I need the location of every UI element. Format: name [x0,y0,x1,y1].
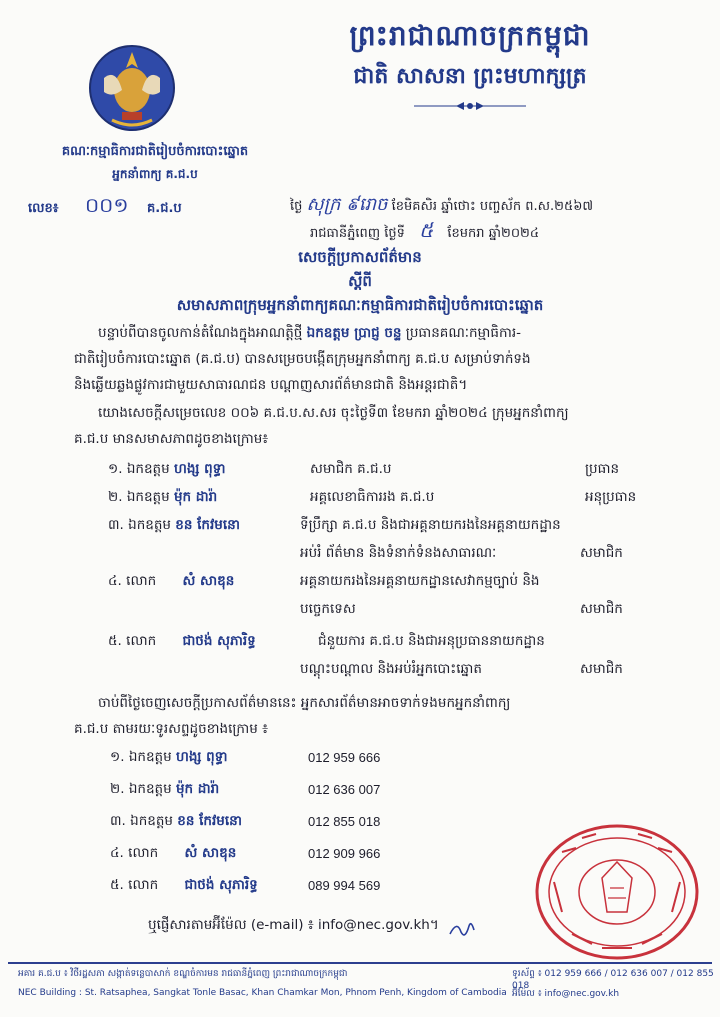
footer-address-en: NEC Building : St. Ratsaphea, Sangkat Tonle Basac, Khan Chamkar Mon, Phnom Penh, Kingdom of Cambodia [18,988,507,998]
contact-name: ហង្ស ពុទ្ធា [175,749,228,765]
member-role: ជំនួយការ គ.ជ.ប និងជាអនុប្រធាននាយកដ្ឋាន [318,633,545,649]
royal-emblem-icon [82,38,182,138]
footer-address-kh: អគារ គ.ជ.ប ៖ វិថីរដ្ឋសភា សង្កាត់ទន្លេបាសាក់ ខណ្ឌចំការមន រាជធានីភ្នំពេញ ព្រះរាជាណាចក្រកម្ពុជា [18,969,348,979]
contact-number: ៣. [110,813,126,829]
member-position: ប្រធាន [585,461,620,477]
member-number: ១. [108,461,123,477]
kingdom-heading: ព្រះរាជាណាចក្រកម្ពុជា [349,19,591,52]
contact-name: ម៉ុក ដារ៉ា [175,781,220,797]
document-title: សេចក្តីប្រកាសព័ត៌មាន [298,248,422,266]
list-item [108,572,234,592]
divider-ornament-icon [410,98,530,112]
member-role: ទីប្រឹក្សា គ.ជ.ប និងជាអគ្គនាយករងនៃអគ្គនាយកដ្ឋាន [300,517,561,533]
motto-heading: ជាតិ សាសនា ព្រះមហាក្សត្រ [353,64,587,89]
contact-title: ឯកឧត្តម [130,813,173,829]
contact-phone: 012 636 007 [308,782,381,797]
signature-mark [447,918,477,942]
intro-text: បន្ទាប់ពីបានចូលកាន់តំណែងក្នុងអាណត្តិថ្មី [98,325,303,341]
list-item [108,488,217,508]
paragraph-intro [74,320,684,346]
list-item [110,780,219,800]
member-role: សមាជិក គ.ជ.ប [310,461,392,477]
paragraph-decision-line2: គ.ជ.ប មានសមាសភាពដូចខាងក្រោម៖ [74,431,269,447]
date-prefix: ថ្ងៃ [290,199,303,214]
contact-phone: 012 959 666 [308,750,381,765]
email-contact: ឬផ្ញើសារតាមអ៊ីម៉ែល (e-mail) ៖ info@nec.gov.kh។ [148,917,439,933]
lunar-date [290,192,593,219]
list-item [110,844,236,864]
member-role-cont: អប់រំ ព័ត៌មាន និងទំនាក់ទំនងសាធារណៈ [300,545,497,561]
member-title: ឯកឧត្តម [126,461,170,477]
member-number: ៤. [108,573,122,589]
chairman-name: ឯកឧត្តម ប្រាជ្ញ ចន្ទ [306,325,402,341]
ref-label: លេខ៖ [28,201,59,216]
member-name: ជាថង់ សុភារិទ្ធ [182,633,256,649]
contact-number: ៥. [110,877,124,893]
member-title: លោក [126,573,157,589]
document-subject-label: ស្តីពី [348,272,372,290]
member-name: ខន កែវមនោ [175,517,240,533]
intro-text-cont: ប្រធានគណៈកម្មាធិការ- [405,325,521,341]
organization-name: គណៈកម្មាធិការជាតិរៀបចំការបោះឆ្នោត [61,144,249,159]
contact-number: ១. [110,749,125,765]
paragraph-decision: យោងសេចក្តីសម្រេចលេខ ០០៦ គ.ជ.ប.ស.សរ ចុះថ្ងៃទី៣ ខែមករា ឆ្នាំ២០២៤ ក្រុមអ្នកនាំពាក្យ [98,405,569,421]
member-role-cont: បច្ចេកទេស [300,601,356,617]
contact-title: លោក [128,845,159,861]
member-name: ម៉ុក ដារ៉ា [173,489,218,505]
list-item [108,460,226,480]
member-title: លោក [126,633,157,649]
member-name: សំ សាឌុន [182,573,235,589]
member-title: ឯកឧត្តម [126,489,170,505]
member-role-cont: បណ្តុះបណ្តាល និងអប់រំអ្នកបោះឆ្នោត [300,661,482,677]
contact-name: សំ សាឌុន [184,845,237,861]
contact-phone: 089 994 569 [308,878,381,893]
list-item [110,876,258,896]
member-position: សមាជិក [580,601,623,617]
paragraph-intro-line2: ជាតិរៀបចំការបោះឆ្នោត (គ.ជ.ប) បានសម្រេចបង្កើតក្រុមអ្នកនាំពាក្យ គ.ជ.ប សម្រាប់ទាក់ទង [74,351,531,367]
contact-number: ២. [110,781,125,797]
member-name: ហង្ស ពុទ្ធា [173,461,226,477]
contact-phone: 012 909 966 [308,846,381,861]
date-rest: ខែមិគសិរ ឆ្នាំថោះ បញ្ចស័ក ព.ស.២៥៦៧ [391,199,594,214]
contact-title: ឯកឧត្តម [128,781,172,797]
member-number: ៣. [108,517,124,533]
official-seal-stamp [532,822,702,962]
member-position: សមាជិក [580,545,623,561]
member-position: អនុប្រធាន [585,489,637,505]
footer-email: អ៊ីម៉ែល ៖ info@nec.gov.kh [512,989,620,999]
member-title: ឯកឧត្តម [128,517,171,533]
list-item [108,632,256,652]
date-place: រាជធានីភ្នំពេញ ថ្ងៃទី [310,226,405,241]
date-day-handwritten: ៥ [419,218,434,242]
paragraph-intro-line3: និងឆ្លើយឆ្លងផ្លូវការជាមួយសាធារណជន បណ្តាញសារព័ត៌មានជាតិ និងអន្តរជាតិ។ [74,377,468,393]
contact-phone: 012 855 018 [308,814,381,829]
contact-name: ជាថង់ សុភារិទ្ធ [184,877,258,893]
date-month-year: ខែមករា ឆ្នាំ២០២៤ [447,226,540,241]
ref-suffix: គ.ជ.ប [147,201,182,216]
footer-divider [8,962,712,964]
list-item [110,748,228,768]
organization-unit: អ្នកនាំពាក្យ គ.ជ.ប [112,167,198,181]
footer-phone: ទូរស័ព្ទ ៖ 012 959 666 / 012 636 007 / 012 855 018 [512,969,714,991]
member-position: សមាជិក [580,661,623,677]
member-role: អគ្គនាយករងនៃអគ្គនាយកដ្ឋានសេវាកម្មច្បាប់ និង [300,573,540,589]
contact-number: ៤. [110,845,124,861]
paragraph-contact: ចាប់ពីថ្ងៃចេញសេចក្តីប្រកាសព័ត៌មាននេះ អ្នកសារព័ត៌មានអាចទាក់ទងមកអ្នកនាំពាក្យ [98,695,511,711]
member-number: ៥. [108,633,122,649]
member-role: អគ្គលេខាធិការរង គ.ជ.ប [310,489,435,505]
member-number: ២. [108,489,123,505]
list-item [108,516,240,536]
reference-number [28,192,182,222]
document-subject: សមាសភាពក្រុមអ្នកនាំពាក្យគណៈកម្មាធិការជាតិរៀបចំការបោះឆ្នោត [176,296,544,314]
list-item [110,812,242,832]
date-handwritten: សុក្រ ៩រោច [306,194,388,215]
contact-title: លោក [128,877,159,893]
contact-name: ខន កែវមនោ [177,813,242,829]
solar-date [310,217,539,247]
paragraph-contact-line2: គ.ជ.ប តាមរយៈទូរសព្ទដូចខាងក្រោម ៖ [74,721,269,737]
ref-number-value: ០០១ [85,193,129,217]
contact-title: ឯកឧត្តម [128,749,172,765]
